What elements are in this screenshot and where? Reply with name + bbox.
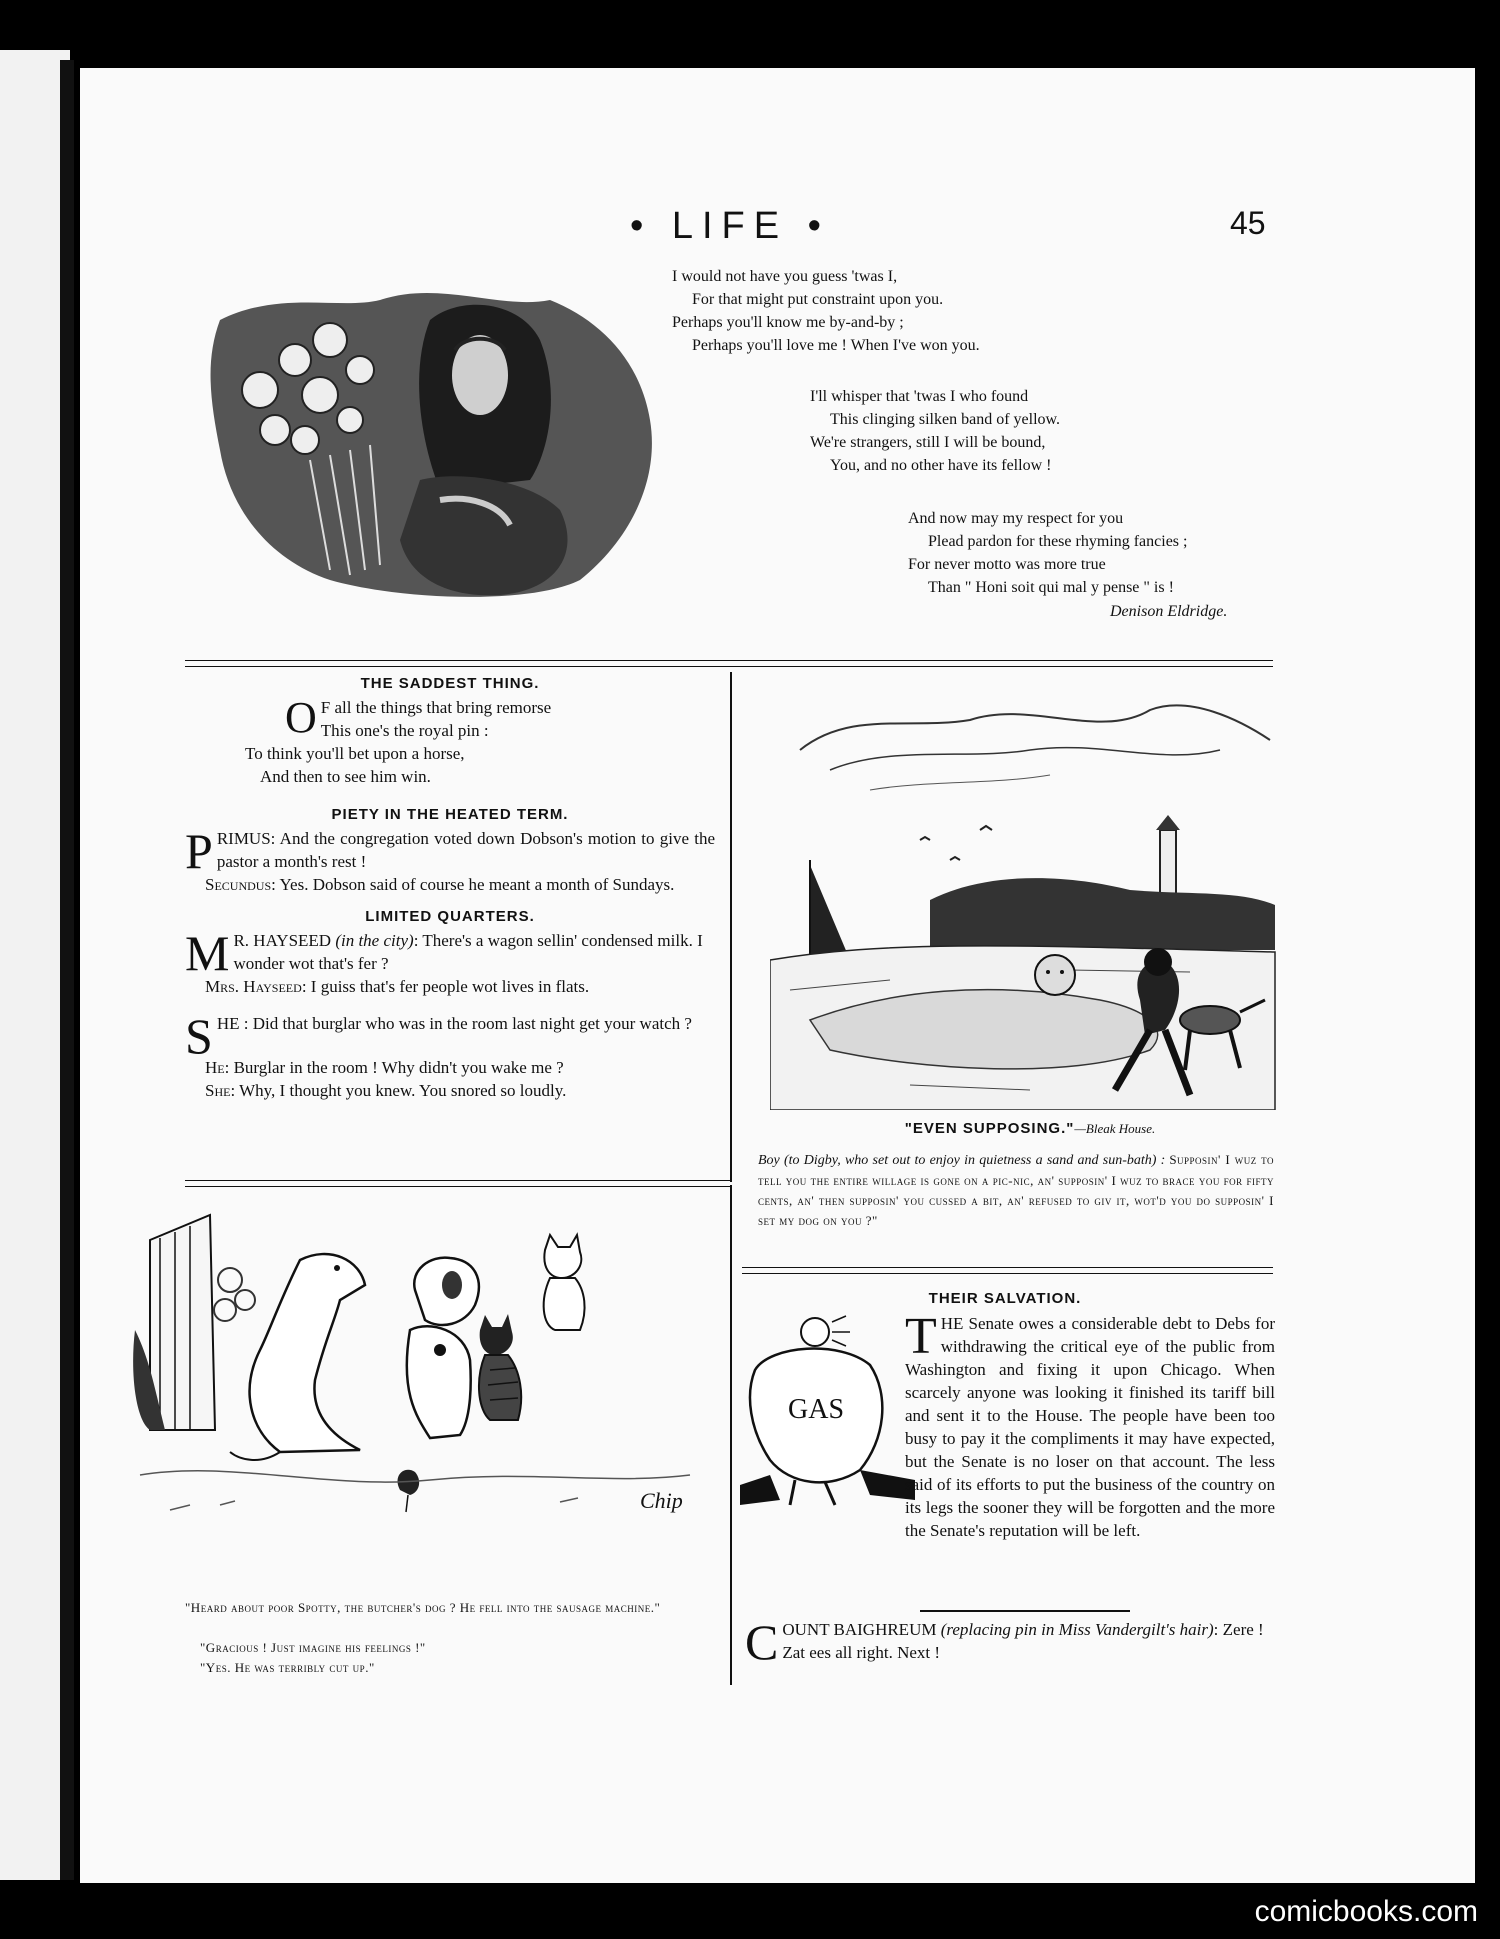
limited-reply	[185, 975, 715, 998]
saddest-poem	[245, 693, 715, 788]
salvation-heading: THEIR SALVATION.	[928, 1290, 1082, 1307]
limited-text	[185, 925, 715, 981]
animals-caption-3: "Yes. He was terribly cut up."	[200, 1660, 375, 1675]
saddest-heading: THE SADDEST THING.	[360, 675, 540, 692]
burglar-reply-1	[185, 1056, 715, 1079]
woman-with-roses-illustration	[200, 280, 670, 610]
speaker-label: She	[205, 1081, 231, 1100]
artist-signature: Chip	[640, 1488, 683, 1513]
burglar-reply-2	[185, 1079, 715, 1102]
burglar-line-2: : Burglar in the room ! Why didn't you wake me ?	[224, 1058, 564, 1077]
gas-bag-senator-illustration	[740, 1310, 920, 1515]
stage-direction: (replacing pin in Miss Vandergilt's hair)	[940, 1620, 1214, 1639]
drop-cap: O	[285, 693, 317, 742]
beach-caption-body: Supposin' I wuz to tell you the entire willage is gone on a pic-nic, an' supposin' I wuz to brace you for fifty cents, an' then supposin' you cussed a bit, an' refused to giv it, wot'd you do supposin' I set my dog on you ?"	[758, 1152, 1275, 1228]
poem-line: Perhaps you'll know me by-and-by ;	[672, 314, 904, 331]
piety-line-2: : Yes. Dobson said of course he meant a month of Sundays.	[271, 875, 675, 894]
beach-source: —Bleak House.	[1074, 1121, 1156, 1136]
piety-text	[185, 823, 715, 879]
speaker-label: OUNT BAIGHREUM	[782, 1620, 937, 1639]
salvation-body: HE Senate owes a considerable debt to Debs for withdrawing the critical eye of the public from Washington and fixing it upon Chicago. When scarcely anyone was looking it finished its tariff bill and sent it to the House. The people have been too busy to pay it the compliments it may have expected, but the Senate is no loser on that account. The less said of its efforts to put the business of the country on its legs the sooner they will be forgotten and the more the Senate's reputation will be left.	[905, 1314, 1275, 1540]
section-divider	[185, 1180, 730, 1187]
column-divider	[730, 672, 732, 1182]
piety-line-1: RIMUS: And the congregation voted down Dobson's motion to give the pastor a month's rest !	[216, 829, 715, 871]
beach-title-text: "EVEN SUPPOSING."	[904, 1120, 1075, 1137]
animals-caption-1: "Heard about poor Spotty, the butcher's dog ? He fell into the sausage machine."	[185, 1600, 661, 1615]
burglar-text	[185, 1008, 715, 1064]
count-text	[745, 1614, 1275, 1670]
drop-cap: M	[185, 925, 230, 981]
short-divider	[920, 1610, 1130, 1612]
poem-line: And then to see him win.	[260, 767, 431, 786]
poem-stanza-2	[810, 385, 1060, 477]
beach-title	[780, 1120, 1280, 1138]
poem-line: For that might put constraint upon you.	[692, 291, 944, 308]
drop-cap: C	[745, 1614, 779, 1670]
stage-direction: (in the city)	[335, 931, 414, 950]
left-column	[185, 675, 715, 1102]
poem-line: This one's the royal pin :	[320, 721, 489, 740]
dogs-and-kittens-illustration	[130, 1190, 710, 1590]
beach-caption-intro: Boy (to Digby, who set out to enjoy in quietness a sand and sun-bath) :	[758, 1153, 1166, 1168]
drop-cap: T	[905, 1308, 937, 1365]
section-divider	[185, 660, 1273, 667]
poem-line: Than " Honi soit qui mal y pense " is !	[928, 579, 1174, 596]
poem-author: Denison Eldridge.	[1110, 603, 1228, 620]
poem-line: Perhaps you'll love me ! When I've won you.	[692, 337, 980, 354]
speaker-label: R. HAYSEED	[233, 931, 332, 950]
beach-boy-and-dog-illustration	[770, 690, 1280, 1110]
drop-cap: S	[185, 1008, 213, 1064]
watermark: comicbooks.com	[1254, 1895, 1478, 1928]
masthead: • LIFE •	[630, 205, 830, 247]
beach-caption	[758, 1150, 1274, 1231]
poem-line: This clinging silken band of yellow.	[830, 411, 1061, 428]
poem-line: We're strangers, still I will be bound,	[810, 434, 1046, 451]
poem-stanza-1	[672, 265, 980, 357]
poem-line: I would not have you guess 'twas I,	[672, 268, 898, 285]
salvation-text	[905, 1308, 1275, 1542]
poem-line: Plead pardon for these rhyming fancies ;	[928, 533, 1188, 550]
piety-reply	[185, 873, 715, 896]
poem-line: F all the things that bring remorse	[320, 698, 552, 717]
count-speech: : Zere ! Zat ees all right. Next !	[782, 1620, 1264, 1662]
animals-caption-2: "Gracious ! Just imagine his feelings !"	[200, 1640, 426, 1655]
limited-line-1: : There's a wagon sellin' condensed milk. I wonder wot that's fer ?	[233, 931, 703, 973]
poem-line: To think you'll bet upon a horse,	[245, 744, 465, 763]
burglar-line-1: HE : Did that burglar who was in the room last night get your watch ?	[216, 1014, 692, 1033]
speaker-label: Mrs. Hayseed	[205, 977, 302, 996]
poem-line: You, and no other have its fellow !	[830, 457, 1052, 474]
limited-heading: LIMITED QUARTERS.	[365, 908, 535, 925]
gas-label: GAS	[788, 1394, 845, 1425]
poem-line: And now may my respect for you	[908, 510, 1124, 527]
section-divider	[742, 1267, 1273, 1274]
page-number: 45	[1230, 205, 1266, 241]
column-divider	[730, 1185, 732, 1685]
burglar-line-3: : Why, I thought you knew. You snored so loudly.	[230, 1081, 567, 1100]
piety-heading: PIETY IN THE HEATED TERM.	[331, 806, 569, 823]
drop-cap: P	[185, 823, 213, 879]
poem-stanza-3	[908, 507, 1187, 599]
binding-line	[60, 60, 74, 1880]
poem-line: I'll whisper that 'twas I who found	[810, 388, 1029, 405]
speaker-label: Secundus	[205, 875, 272, 894]
limited-line-2: : I guiss that's fer people wot lives in flats.	[301, 977, 590, 996]
speaker-label: He	[205, 1058, 225, 1077]
poem-line: For never motto was more true	[908, 556, 1106, 573]
